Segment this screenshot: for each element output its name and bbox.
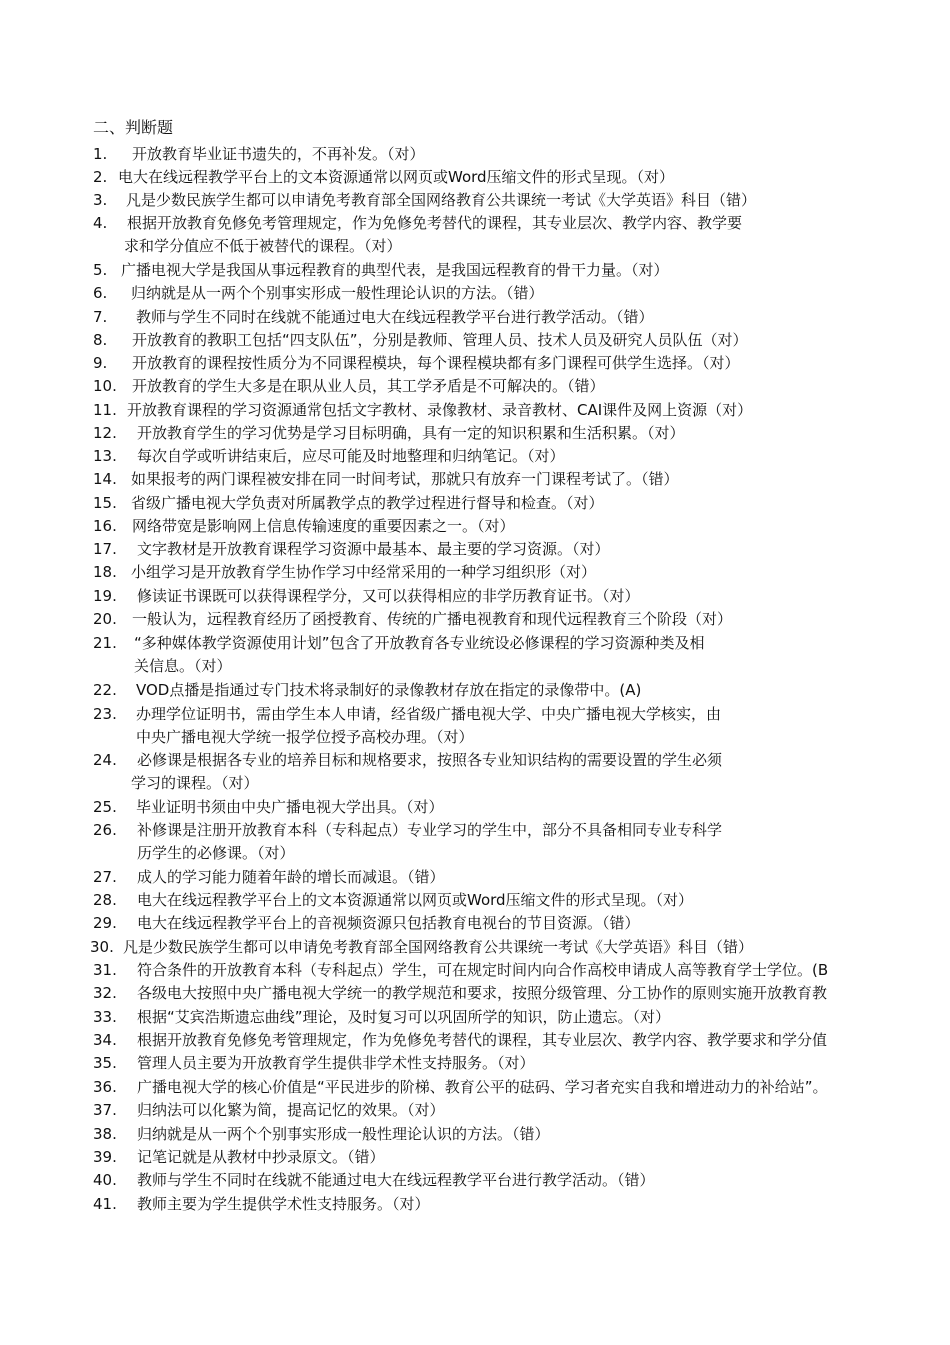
item-number: 13. xyxy=(93,447,117,465)
list-item xyxy=(0,1029,950,1052)
item-text: 网络带宽是影响网上信息传输速度的重要因素之一。（对） xyxy=(132,517,515,535)
item-text: 如果报考的两门课程被安排在同一时间考试，那就只有放弃一门课程考试了。（错） xyxy=(131,470,679,488)
item-number: 39. xyxy=(93,1148,117,1166)
item-number: 37. xyxy=(93,1101,117,1119)
item-number: 36. xyxy=(93,1078,117,1096)
item-text: 毕业证明书须由中央广播电视大学出具。（对） xyxy=(136,798,444,816)
item-text-continuation: 历学生的必修课。（对） xyxy=(137,844,295,862)
item-number: 22. xyxy=(93,681,117,699)
item-text: 开放教育毕业证书遗失的，不再补发。（对） xyxy=(132,145,425,163)
list-item xyxy=(0,259,950,282)
list-item xyxy=(0,866,950,889)
list-item xyxy=(0,632,950,678)
list-item xyxy=(0,538,950,561)
item-number: 7. xyxy=(93,308,108,326)
item-number: 29. xyxy=(93,914,117,932)
item-number: 24. xyxy=(93,751,117,769)
item-number: 41. xyxy=(93,1195,117,1213)
item-text: 根据“艾宾浩斯遗忘曲线”理论，及时复习可以巩固所学的知识，防止遗忘。（对） xyxy=(137,1008,671,1026)
item-number: 32. xyxy=(93,984,117,1002)
item-text: 凡是少数民族学生都可以申请免考教育部全国网络教育公共课统一考试《大学英语》科目（错） xyxy=(123,938,754,956)
item-number: 27. xyxy=(93,868,117,886)
item-text: 开放教育的课程按性质分为不同课程模块，每个课程模块都有多门课程可供学生选择。（对） xyxy=(132,354,740,372)
list-item xyxy=(0,189,950,212)
list-item xyxy=(0,796,950,819)
item-text: 每次自学或听讲结束后，应尽可能及时地整理和归纳笔记。（对） xyxy=(137,447,565,465)
list-item xyxy=(0,422,950,445)
item-number: 3. xyxy=(93,191,108,209)
list-item xyxy=(0,959,950,982)
item-text: 开放教育的学生大多是在职从业人员，其工学矛盾是不可解决的。（错） xyxy=(132,377,605,395)
item-number: 31. xyxy=(93,961,117,979)
item-number: 6. xyxy=(93,284,108,302)
list-item xyxy=(0,1123,950,1146)
item-text: 补修课是注册开放教育本科（专科起点）专业学习的学生中，部分不具备相同专业专科学 xyxy=(137,821,723,839)
item-text: 开放教育的教职工包括“四支队伍”，分别是教师、管理人员、技术人员及研究人员队伍（对） xyxy=(132,331,748,349)
list-item xyxy=(0,608,950,631)
list-item xyxy=(0,703,950,749)
item-number: 1. xyxy=(93,145,108,163)
item-number: 19. xyxy=(93,587,117,605)
item-text: 归纳就是从一两个个别事实形成一般性理论认识的方法。（错） xyxy=(131,284,544,302)
list-item xyxy=(0,749,950,795)
item-number: 16. xyxy=(93,517,117,535)
list-item xyxy=(0,306,950,329)
list-item xyxy=(0,936,950,959)
item-text: 必修课是根据各专业的培养目标和规格要求，按照各专业知识结构的需要设置的学生必须 xyxy=(137,751,723,769)
list-item xyxy=(0,1006,950,1029)
item-number: 38. xyxy=(93,1125,117,1143)
item-text: 电大在线远程教学平台上的音视频资源只包括教育电视台的节目资源。（错） xyxy=(137,914,640,932)
item-text: 电大在线远程教学平台上的文本资源通常以网页或Word压缩文件的形式呈现。（对） xyxy=(118,168,675,186)
item-text: 教师与学生不同时在线就不能通过电大在线远程教学平台进行教学活动。（错） xyxy=(136,308,654,326)
item-text: 开放教育学生的学习优势是学习目标明确，具有一定的知识积累和生活积累。（对） xyxy=(137,424,685,442)
item-text: 归纳就是从一两个个别事实形成一般性理论认识的方法。（错） xyxy=(137,1125,550,1143)
item-number: 2. xyxy=(93,168,108,186)
list-item xyxy=(0,1099,950,1122)
list-item xyxy=(0,492,950,515)
item-number: 11. xyxy=(93,401,117,419)
list-item xyxy=(0,399,950,422)
list-item xyxy=(0,889,950,912)
item-text: 管理人员主要为开放教育学生提供非学术性支持服务。（对） xyxy=(137,1054,535,1072)
item-number: 9. xyxy=(93,354,108,372)
item-number: 8. xyxy=(93,331,108,349)
item-number: 15. xyxy=(93,494,117,512)
item-text: 修读证书课既可以获得课程学分，又可以获得相应的非学历教育证书。（对） xyxy=(137,587,640,605)
item-text-continuation: 学习的课程。（对） xyxy=(131,774,259,792)
list-item xyxy=(0,1169,950,1192)
list-item xyxy=(0,352,950,375)
item-text: 根据开放教育免修免考管理规定，作为免修免考替代的课程，其专业层次、教学内容、教学要 xyxy=(127,214,743,232)
list-item xyxy=(0,143,950,166)
item-text: 广播电视大学的核心价值是“平民进步的阶梯、教育公平的砝码、学习者充实自我和增进动力的补给站”。 xyxy=(137,1078,828,1096)
item-text: 凡是少数民族学生都可以申请免考教育部全国网络教育公共课统一考试《大学英语》科目（错） xyxy=(126,191,757,209)
list-item xyxy=(0,1146,950,1169)
item-text: 省级广播电视大学负责对所属教学点的教学过程进行督导和检查。（对） xyxy=(131,494,604,512)
item-text: 教师与学生不同时在线就不能通过电大在线远程教学平台进行教学活动。（错） xyxy=(137,1171,655,1189)
list-item xyxy=(0,561,950,584)
list-item xyxy=(0,445,950,468)
item-number: 40. xyxy=(93,1171,117,1189)
item-text: 广播电视大学是我国从事远程教育的典型代表，是我国远程教育的骨干力量。（对） xyxy=(121,261,669,279)
list-item xyxy=(0,282,950,305)
item-text: 教师主要为学生提供学术性支持服务。（对） xyxy=(137,1195,430,1213)
list-item xyxy=(0,982,950,1005)
item-text: 电大在线远程教学平台上的文本资源通常以网页或Word压缩文件的形式呈现。（对） xyxy=(137,891,694,909)
item-number: 5. xyxy=(93,261,108,279)
item-number: 26. xyxy=(93,821,117,839)
item-text: 各级电大按照中央广播电视大学统一的教学规范和要求，按照分级管理、分工协作的原则实施开放教育教 xyxy=(137,984,828,1002)
item-text: 办理学位证明书，需由学生本人申请，经省级广播电视大学、中央广播电视大学核实，由 xyxy=(136,705,722,723)
item-text: 归纳法可以化繁为简，提高记忆的效果。（对） xyxy=(137,1101,445,1119)
item-number: 12. xyxy=(93,424,117,442)
item-text: 一般认为，远程教育经历了函授教育、传统的广播电视教育和现代远程教育三个阶段（对） xyxy=(132,610,733,628)
item-number: 10. xyxy=(93,377,117,395)
item-text: VOD点播是指通过专门技术将录制好的录像教材存放在指定的录像带中。(A) xyxy=(136,681,642,699)
item-text-continuation: 求和学分值应不低于被替代的课程。（对） xyxy=(124,237,402,255)
list-item xyxy=(0,515,950,538)
list-item xyxy=(0,1193,950,1216)
item-number: 30. xyxy=(90,938,114,956)
item-text: 记笔记就是从教材中抄录原文。（错） xyxy=(137,1148,385,1166)
list-item xyxy=(0,585,950,608)
section-heading: 二、判断题 xyxy=(93,118,174,137)
item-number: 18. xyxy=(93,563,117,581)
list-item xyxy=(0,1076,950,1099)
list-item xyxy=(0,375,950,398)
item-number: 28. xyxy=(93,891,117,909)
item-number: 21. xyxy=(93,634,117,652)
item-number: 25. xyxy=(93,798,117,816)
item-number: 33. xyxy=(93,1008,117,1026)
item-text: 符合条件的开放教育本科（专科起点）学生，可在规定时间内向合作高校申请成人高等教育学士学位。(B xyxy=(137,961,829,979)
item-number: 4. xyxy=(93,214,108,232)
item-text: 开放教育课程的学习资源通常包括文字教材、录像教材、录音教材、CAI课件及网上资源（对） xyxy=(127,401,753,419)
list-item xyxy=(0,1052,950,1075)
item-text: 小组学习是开放教育学生协作学习中经常采用的一种学习组织形（对） xyxy=(131,563,597,581)
list-item xyxy=(0,679,950,702)
list-item xyxy=(0,212,950,258)
item-number: 17. xyxy=(93,540,117,558)
list-item xyxy=(0,166,950,189)
list-item xyxy=(0,819,950,865)
list-item xyxy=(0,329,950,352)
list-item xyxy=(0,468,950,491)
item-number: 34. xyxy=(93,1031,117,1049)
item-text-continuation: 中央广播电视大学统一报学位授予高校办理。（对） xyxy=(136,728,474,746)
list-item xyxy=(0,912,950,935)
item-number: 20. xyxy=(93,610,117,628)
item-text-continuation: 关信息。（对） xyxy=(134,657,232,675)
item-number: 14. xyxy=(93,470,117,488)
item-text: 根据开放教育免修免考管理规定，作为免修免考替代的课程，其专业层次、教学内容、教学要求和学分值 xyxy=(137,1031,828,1049)
item-number: 23. xyxy=(93,705,117,723)
item-text: “多种媒体教学资源使用计划”包含了开放教育各专业统设必修课程的学习资源种类及相 xyxy=(134,634,705,652)
item-text: 成人的学习能力随着年龄的增长而减退。（错） xyxy=(137,868,445,886)
item-number: 35. xyxy=(93,1054,117,1072)
item-text: 文字教材是开放教育课程学习资源中最基本、最主要的学习资源。（对） xyxy=(137,540,610,558)
